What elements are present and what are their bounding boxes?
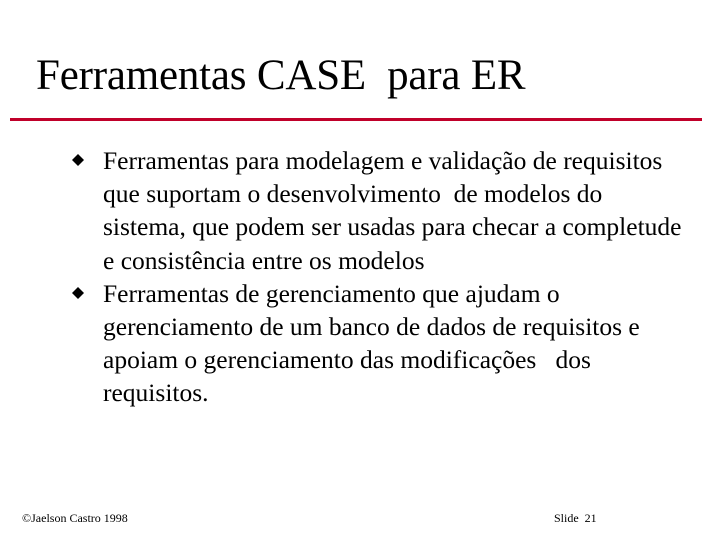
footer-slide-number: Slide 21 [554, 511, 597, 525]
bullet-text: Ferramentas para modelagem e validação de requisitos que suportam o desenvolvimento de modelos do sistema, que podem ser usadas para checar a completude e consistência entre os modelos [103, 146, 688, 275]
bullet-item [72, 277, 682, 410]
diamond-bullet-icon [72, 287, 84, 299]
slide-title: Ferramentas CASE para ER [36, 52, 526, 99]
bullet-text: Ferramentas de gerenciamento que ajudam o gerenciamento de um banco de dados de requisitos e apoiam o gerenciamento das modificações dos requisitos. [103, 278, 647, 408]
diamond-bullet-icon [72, 154, 84, 166]
title-divider [10, 118, 702, 121]
bullet-item [72, 144, 688, 277]
bullet-list [72, 144, 688, 410]
footer-author: ©Jaelson Castro 1998 [22, 511, 128, 525]
